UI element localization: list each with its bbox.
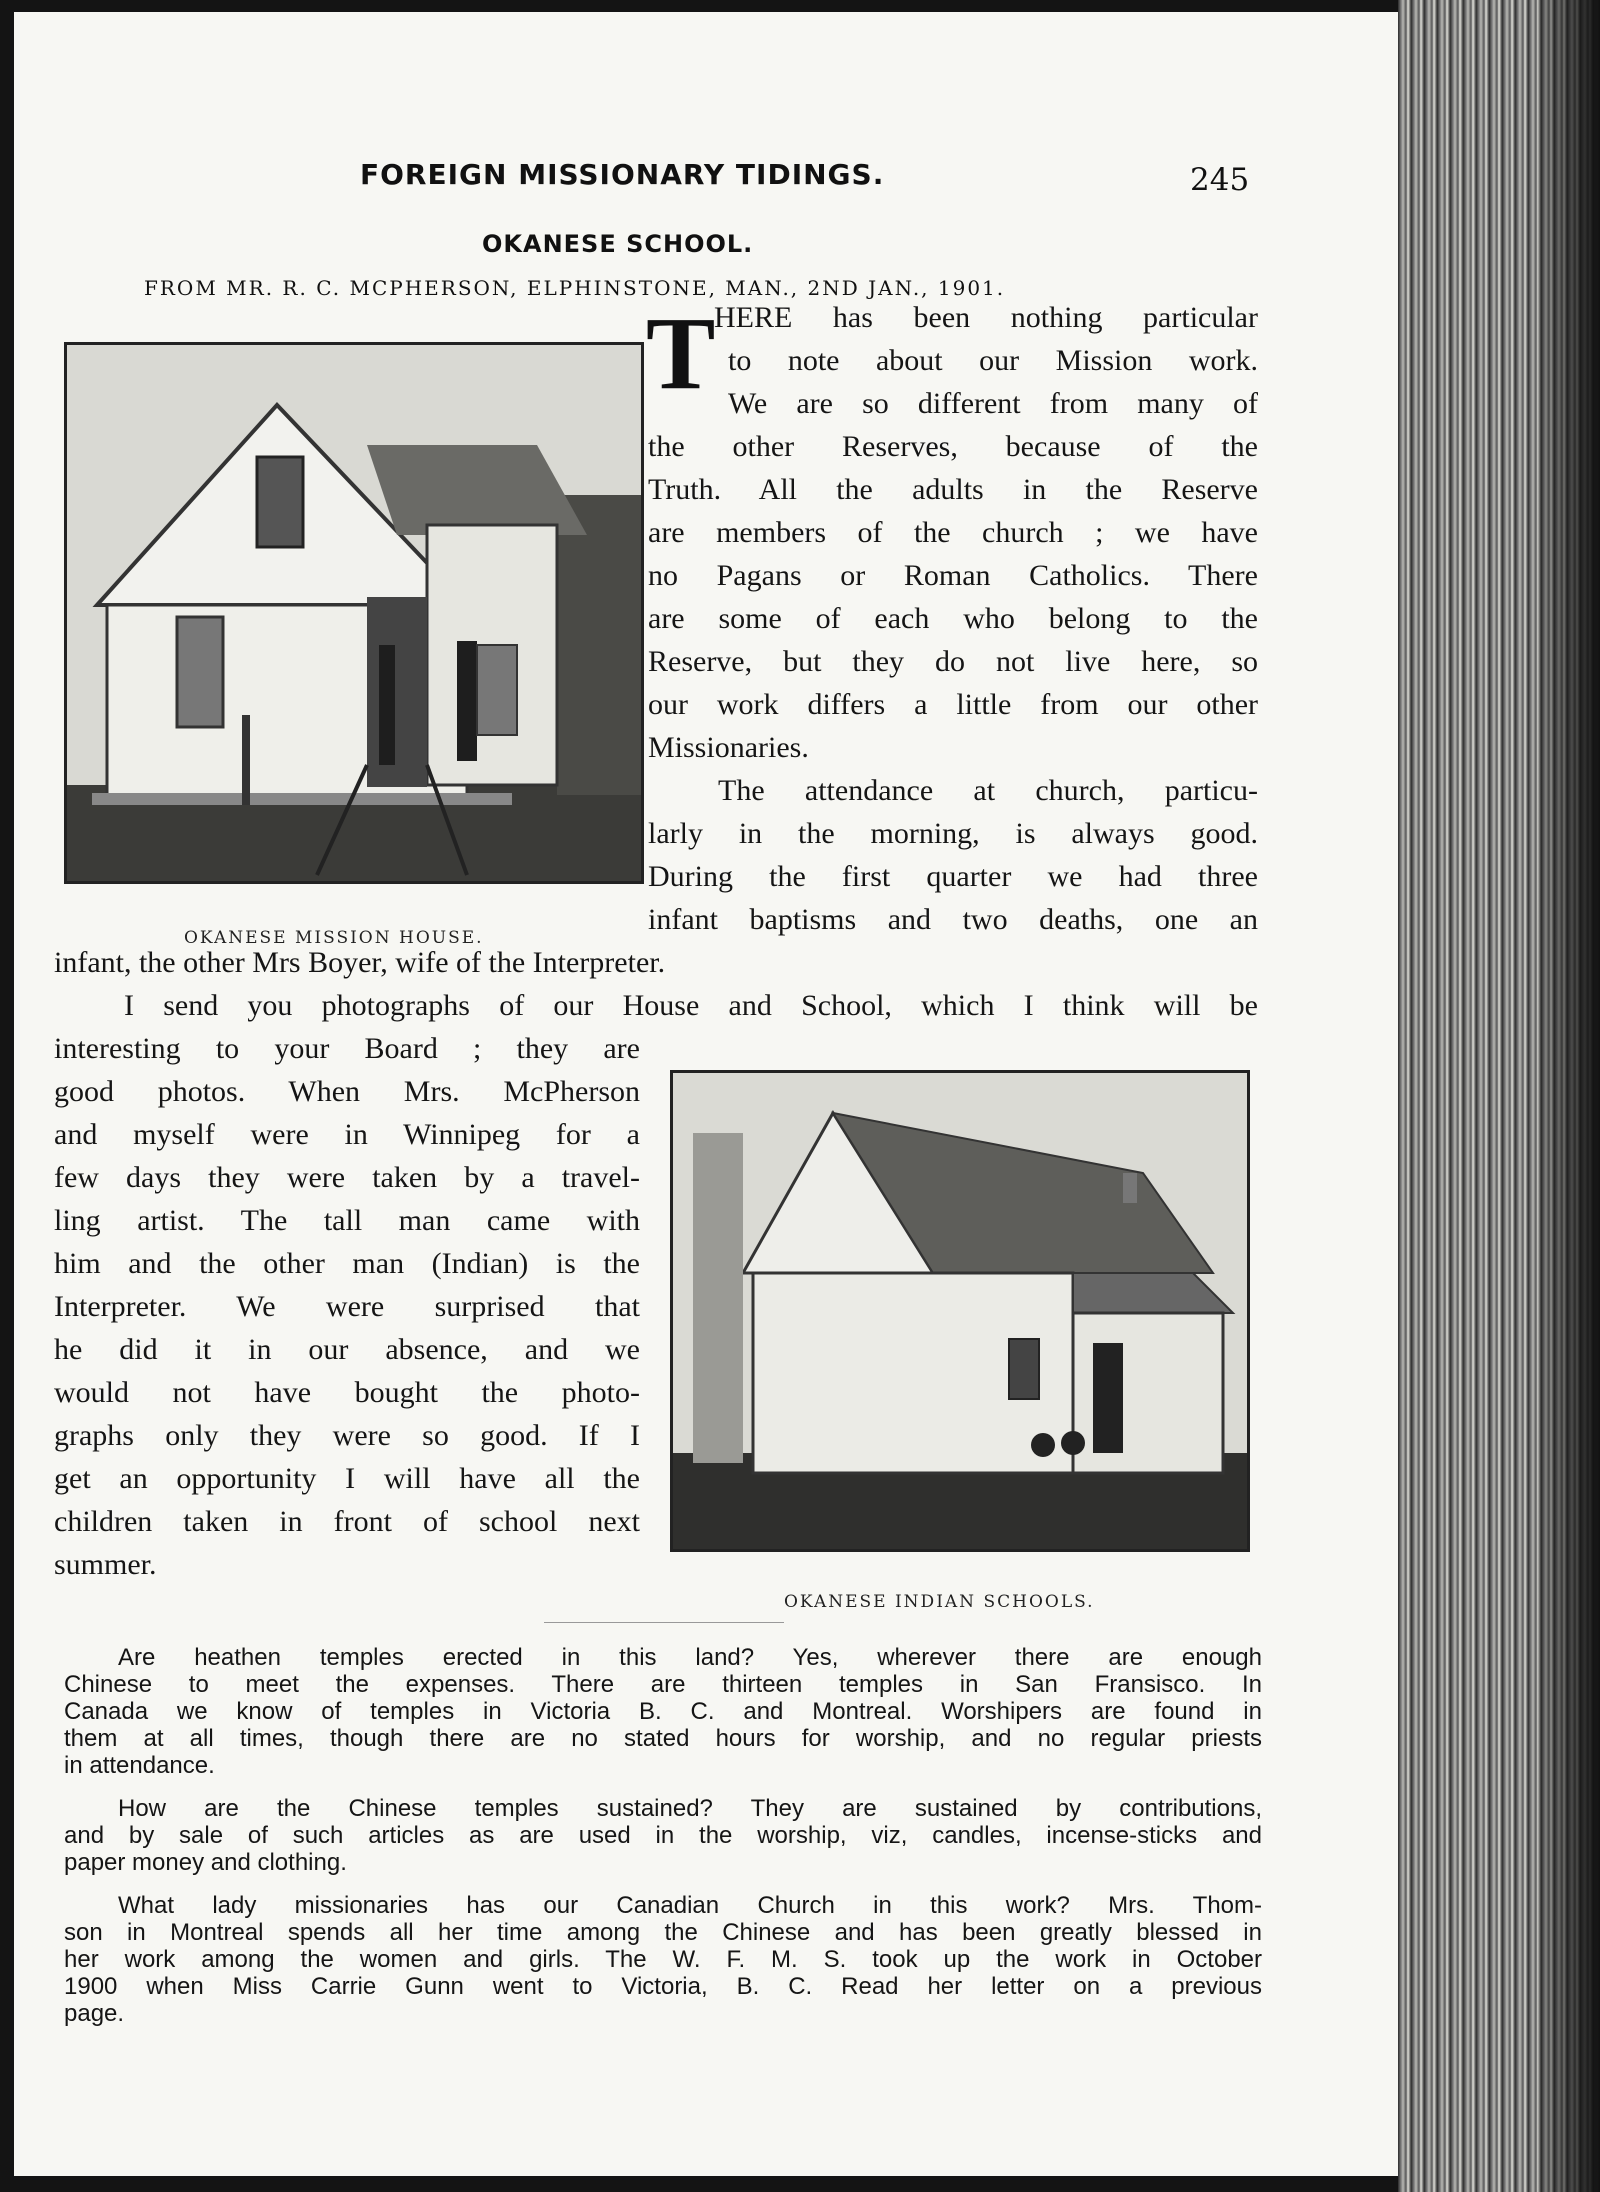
- article-line: the other Reserves, because of the: [648, 430, 1258, 463]
- article-line: get an opportunity I will have all the: [54, 1462, 640, 1495]
- small-print-line: and by sale of such articles as are used in the worship, viz, candles, incense-sticks and: [64, 1822, 1262, 1849]
- article-line: graphs only they were so good. If I: [54, 1419, 640, 1452]
- indian-schools-caption: OKANESE INDIAN SCHOOLS.: [784, 1592, 1095, 1612]
- mission-house-photo: [64, 342, 644, 884]
- running-head: FOREIGN MISSIONARY TIDINGS.: [360, 158, 885, 191]
- small-print-line: her work among the women and girls. The W. F. M. S. took up the work in October: [64, 1946, 1262, 1973]
- small-print-line: them at all times, though there are no stated hours for worship, and no regular priests: [64, 1725, 1262, 1752]
- small-print-line: in attendance.: [64, 1752, 215, 1779]
- article-line: few days they were taken by a travel-: [54, 1161, 640, 1194]
- indian-schools-photo: [670, 1070, 1250, 1552]
- article-line: Reserve, but they do not live here, so: [648, 645, 1258, 678]
- small-print-line: 1900 when Miss Carrie Gunn went to Victoria, B. C. Read her letter on a previous: [64, 1973, 1262, 2000]
- article-line: no Pagans or Roman Catholics. There: [648, 559, 1258, 592]
- small-print-line: Are heathen temples erected in this land? Yes, wherever there are enough: [118, 1644, 1262, 1671]
- article-line: ling artist. The tall man came with: [54, 1204, 640, 1237]
- small-print-line: page.: [64, 2000, 125, 2027]
- article-line: Missionaries.: [648, 731, 809, 764]
- article-line: infant, the other Mrs Boyer, wife of the Interpreter.: [54, 946, 666, 979]
- article-line: and myself were in Winnipeg for a: [54, 1118, 640, 1151]
- book-page: [14, 12, 1398, 2176]
- article-line: interesting to your Board ; they are: [54, 1032, 640, 1065]
- small-print-line: Chinese to meet the expenses. There are thirteen temples in San Fransisco. In: [64, 1671, 1262, 1698]
- article-line: During the first quarter we had three: [648, 860, 1258, 893]
- article-line: our work differs a little from our other: [648, 688, 1258, 721]
- article-line: him and the other man (Indian) is the: [54, 1247, 640, 1280]
- section-divider: [544, 1622, 784, 1623]
- article-line: children taken in front of school next: [54, 1505, 640, 1538]
- small-print-line: What lady missionaries has our Canadian Church in this work? Mrs. Thom-: [118, 1892, 1262, 1919]
- article-line: Truth. All the adults in the Reserve: [648, 473, 1258, 506]
- article-line: HERE has been nothing particular: [714, 301, 1258, 334]
- article-line: would not have bought the photo-: [54, 1376, 640, 1409]
- article-line: The attendance at church, particu-: [718, 774, 1258, 807]
- small-print-line: son in Montreal spends all her time among the Chinese and has been greatly blessed in: [64, 1919, 1262, 1946]
- mission-house-caption: OKANESE MISSION HOUSE.: [184, 928, 484, 948]
- article-byline: FROM MR. R. C. MCPHERSON, ELPHINSTONE, MAN., 2ND JAN., 1901.: [144, 276, 1006, 300]
- small-print-line: Canada we know of temples in Victoria B. C. and Montreal. Worshipers are found in: [64, 1698, 1262, 1725]
- article-line: are some of each who belong to the: [648, 602, 1258, 635]
- article-line: summer.: [54, 1548, 157, 1581]
- article-line: to note about our Mission work.: [728, 344, 1258, 377]
- article-line: larly in the morning, is always good.: [648, 817, 1258, 850]
- drop-cap: T: [646, 296, 716, 411]
- article-line: Interpreter. We were surprised that: [54, 1290, 640, 1323]
- article-line: good photos. When Mrs. McPherson: [54, 1075, 640, 1108]
- article-line: I send you photographs of our House and School, which I think will be: [124, 989, 1258, 1022]
- article-title: OKANESE SCHOOL.: [482, 230, 754, 258]
- article-line: are members of the church ; we have: [648, 516, 1258, 549]
- small-print-line: How are the Chinese temples sustained? They are sustained by contributions,: [118, 1795, 1262, 1822]
- article-line: infant baptisms and two deaths, one an: [648, 903, 1258, 936]
- book-page-edges: [1398, 0, 1600, 2192]
- article-line: he did it in our absence, and we: [54, 1333, 640, 1366]
- page-number: 245: [1190, 162, 1250, 198]
- article-line: We are so different from many of: [728, 387, 1258, 420]
- small-print-line: paper money and clothing.: [64, 1849, 347, 1876]
